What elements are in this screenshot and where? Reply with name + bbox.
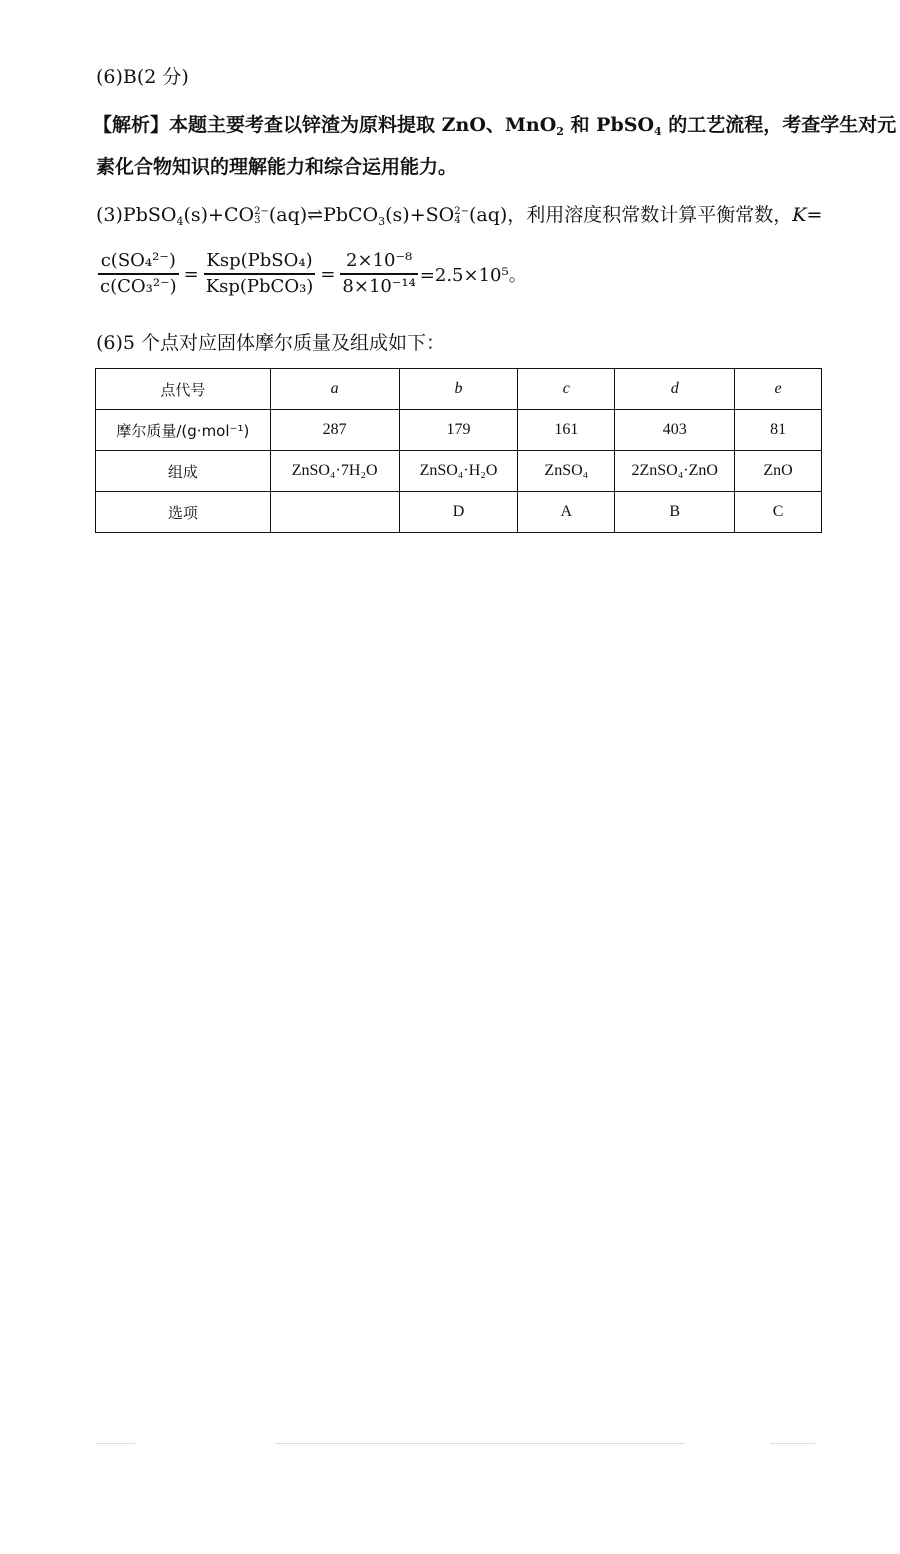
header-option: 选项	[96, 492, 271, 533]
table-intro-line: (6)5 个点对应固体摩尔质量及组成如下：	[96, 332, 446, 354]
footer-rule-right	[770, 1443, 815, 1444]
header-composition: 组成	[96, 451, 271, 492]
fraction-values: $\frac{\text{2×10⁻⁸}}{\text{8×10⁻¹⁴}}$	[342, 250, 416, 297]
footer-rule-middle	[275, 1443, 685, 1444]
composition-e: ZnO	[735, 451, 822, 492]
molar-mass-a: 287	[270, 410, 399, 451]
molar-mass-e: 81	[735, 410, 822, 451]
table-row-option	[96, 492, 822, 533]
header-molar-mass: 摩尔质量/(g·mol⁻¹)	[96, 410, 271, 451]
analysis-line-2: 素化合物知识的理解能力和综合运用能力。	[96, 156, 458, 178]
option-d: B	[615, 492, 735, 533]
analysis-text-c: 的工艺流程，考查学生对元	[661, 114, 897, 136]
footer-rule-left	[95, 1443, 135, 1444]
analysis-line-1: 【解析】本题主要考查以锌渣为原料提取 ZnO、MnO$_2$ 和 PbSO$_4$ 的工艺流程，考查学生对元	[93, 114, 897, 138]
formula-result: =2.5×10⁵。	[419, 265, 527, 286]
composition-b: ZnSO₄·H₂O	[399, 451, 518, 492]
composition-a: ZnSO₄·7H₂O	[270, 451, 399, 492]
equilibrium-constant-formula: $\frac{\text{c(SO₄²⁻)}}{\text{c(CO₃²⁻)}}$ = $\frac{\text{Ksp(PbSO₄)}}{\text{Ksp(PbCO₃)}}$ = $\frac{\text{2×10⁻⁸}}{\text{8×10⁻¹⁴}}$ =2.5×10⁵。	[100, 250, 527, 297]
point-e: e	[735, 369, 822, 410]
molar-mass-c: 161	[518, 410, 615, 451]
fraction-ksp: $\frac{\text{Ksp(PbSO₄)}}{\text{Ksp(PbCO₃)}}$	[205, 250, 314, 297]
composition-c: ZnSO₄	[518, 451, 615, 492]
table-row-composition	[96, 451, 822, 492]
molar-mass-d: 403	[615, 410, 735, 451]
option-b: D	[399, 492, 518, 533]
analysis-text-b: 和 PbSO	[563, 114, 654, 136]
molar-mass-table	[95, 368, 822, 533]
option-e: C	[735, 492, 822, 533]
table-row-molar-mass	[96, 410, 822, 451]
point-b: b	[399, 369, 518, 410]
analysis-text-a: 本题主要考查以锌渣为原料提取 ZnO、MnO	[169, 114, 557, 136]
molar-mass-b: 179	[399, 410, 518, 451]
composition-d: 2ZnSO₄·ZnO	[615, 451, 735, 492]
analysis-tag: 【解析】	[93, 114, 170, 136]
fraction-concentration: $\frac{\text{c(SO₄²⁻)}}{\text{c(CO₃²⁻)}}$	[100, 250, 177, 297]
table-row-point	[96, 369, 822, 410]
option-c: A	[518, 492, 615, 533]
equation-line-3: (3)PbSO$_4$(s)+CO 2− 3 (aq)⇌PbCO$_3$(s)+SO 2− 4 (aq)，利用溶度积常数计算平衡常数，K=	[96, 204, 823, 228]
option-a	[270, 492, 399, 533]
header-point-code: 点代号	[96, 369, 271, 410]
point-a: a	[270, 369, 399, 410]
point-c: c	[518, 369, 615, 410]
point-d: d	[615, 369, 735, 410]
answer-line-6b: (6)B(2 分)	[96, 66, 189, 88]
